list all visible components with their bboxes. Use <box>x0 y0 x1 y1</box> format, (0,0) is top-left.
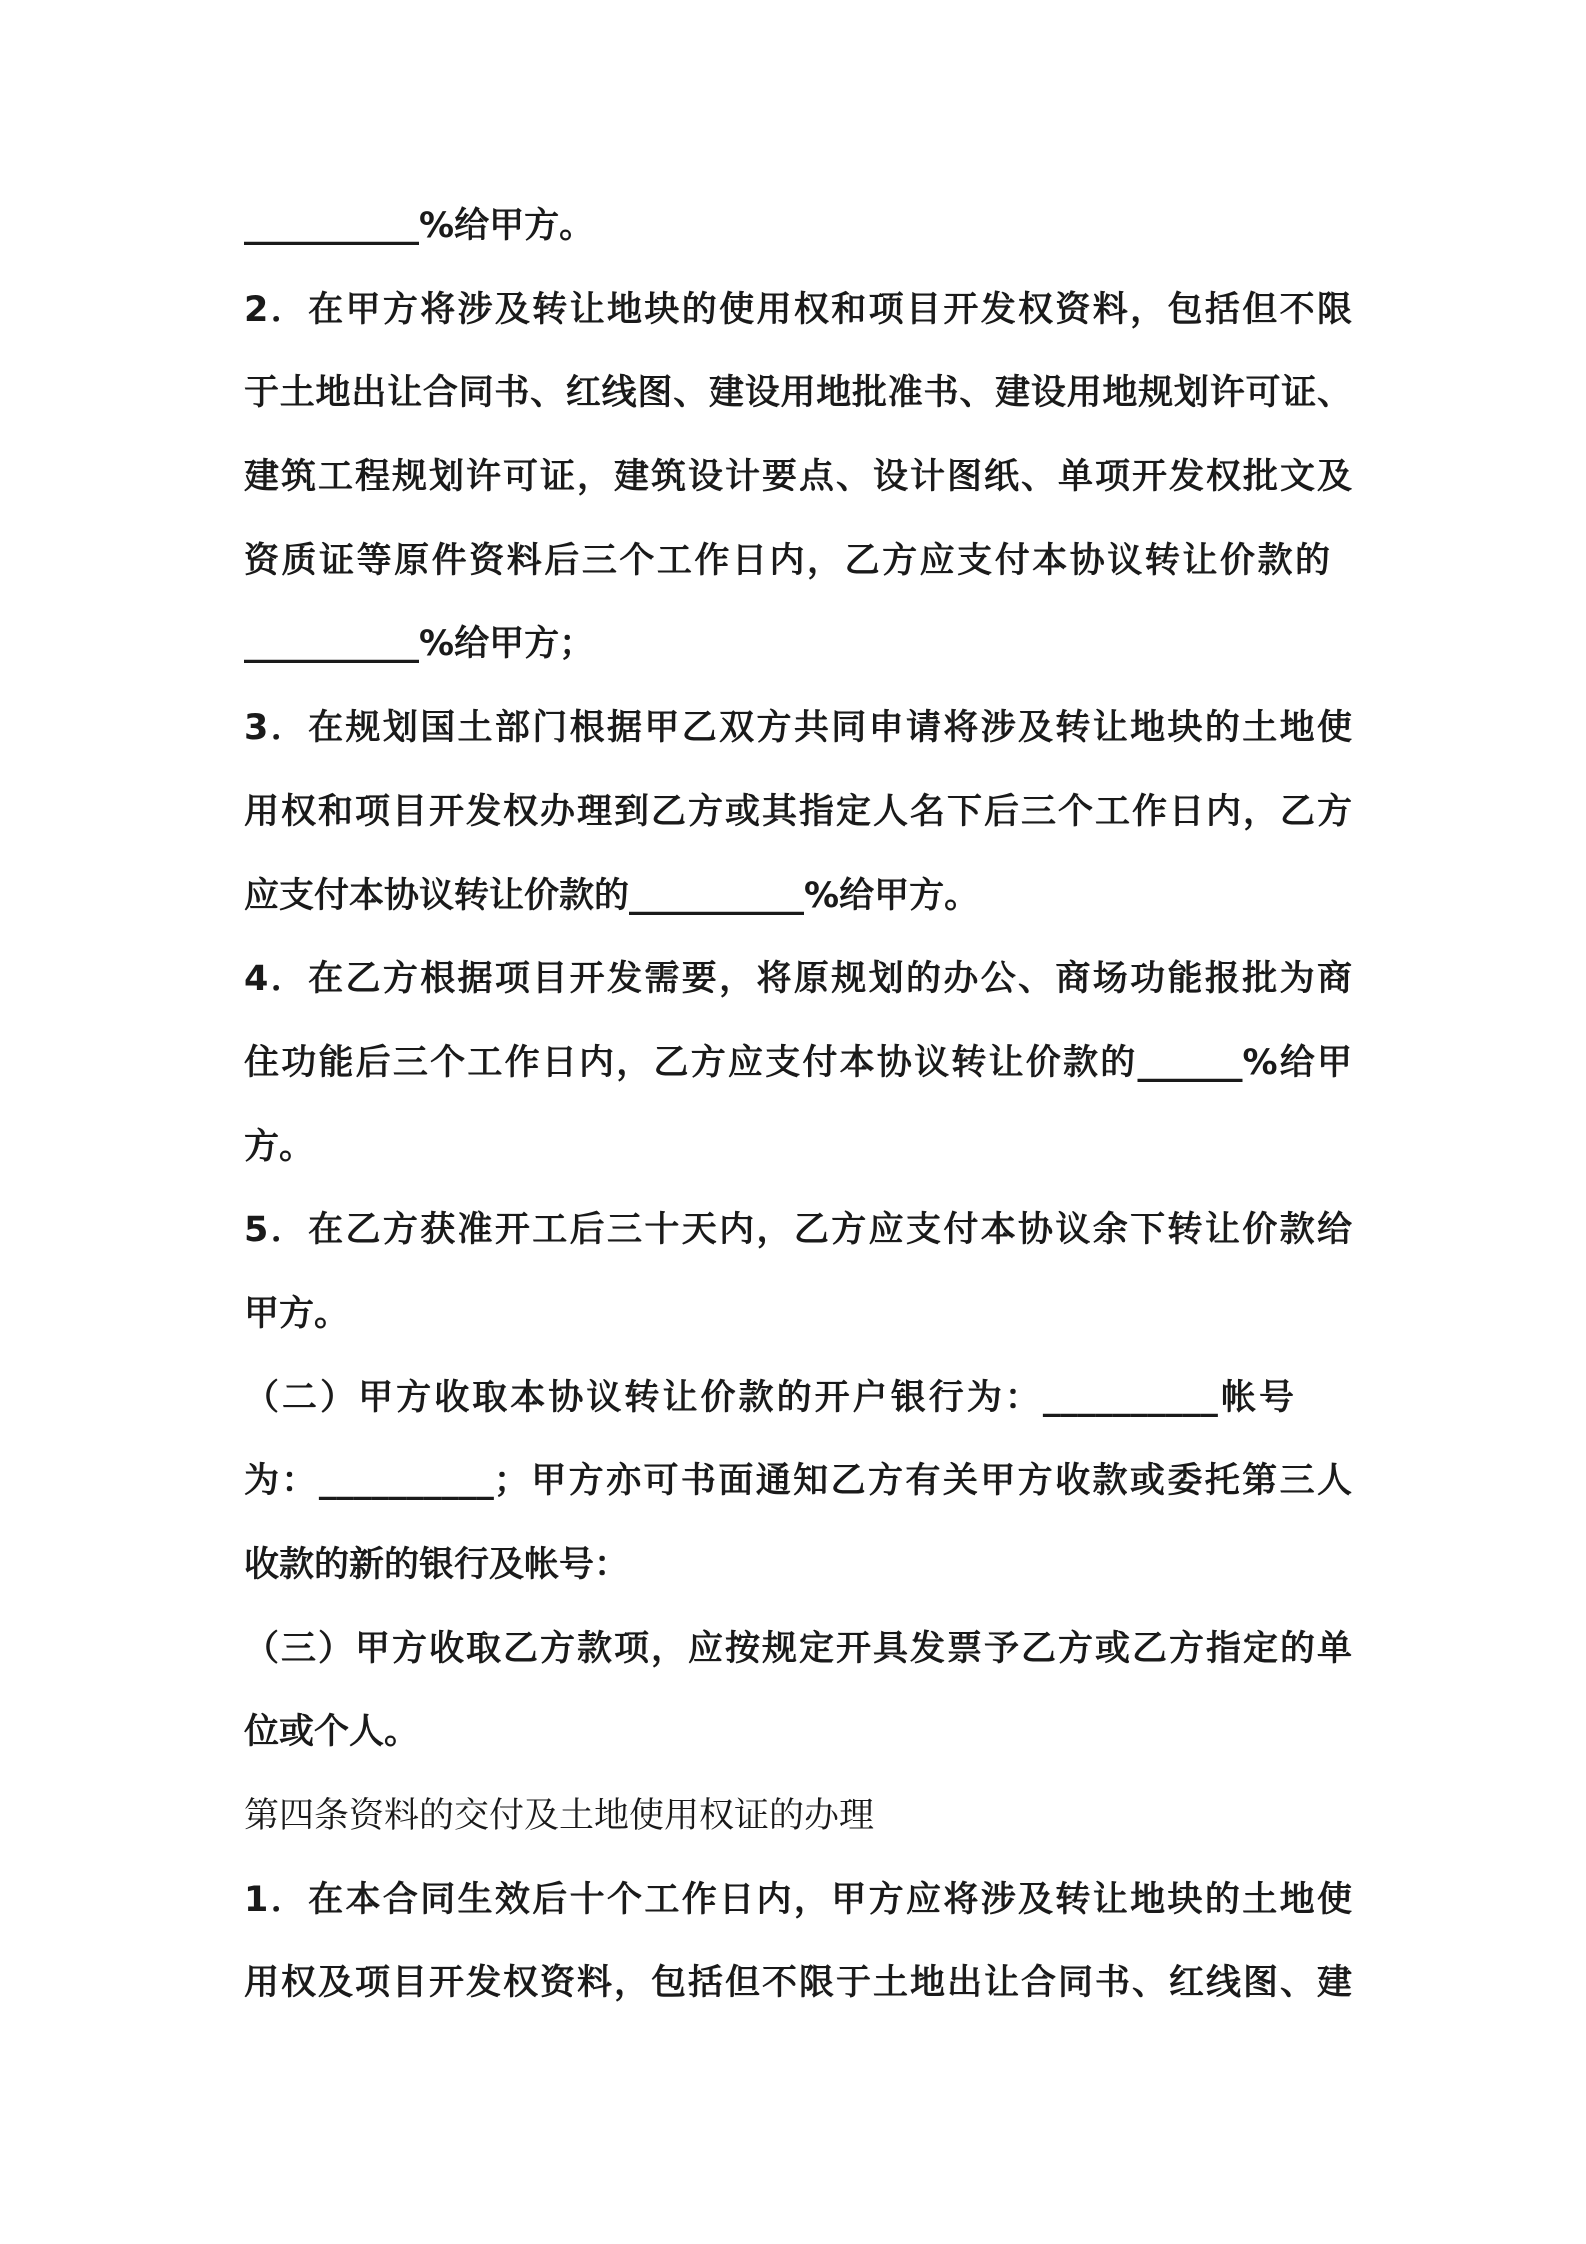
text-line: 用权和项目开发权办理到乙方或其指定人名下后三个工作日内，乙方 <box>244 791 1352 832</box>
text-line: 收款的新的银行及帐号： <box>244 1545 630 1585</box>
section-heading: 第四条资料的交付及土地使用权证的办理 <box>244 1796 875 1837</box>
text-line: 3．在规划国土部门根据甲乙双方共同申请将涉及转让地块的土地使 <box>244 708 1352 749</box>
text-line: 住功能后三个工作日内，乙方应支付本协议转让价款的______%给甲 <box>244 1042 1352 1083</box>
text-line: 应支付本协议转让价款的__________%给甲方。 <box>244 875 980 916</box>
text-line: （二）甲方收取本协议转让价款的开户银行为：__________帐号 <box>244 1377 1294 1418</box>
text-line: 5．在乙方获准开工后三十天内，乙方应支付本协议余下转让价款给 <box>244 1210 1352 1251</box>
text-line: 4．在乙方根据项目开发需要，将原规划的办公、商场功能报批为商 <box>244 959 1352 1000</box>
text-line: __________%给甲方； <box>244 624 595 665</box>
text-line: （三）甲方收取乙方款项，应按规定开具发票予乙方或乙方指定的单 <box>244 1628 1352 1669</box>
text-line: 为：__________；甲方亦可书面通知乙方有关甲方收款或委托第三人 <box>244 1461 1352 1502</box>
text-line: 资质证等原件资料后三个工作日内，乙方应支付本协议转让价款的 <box>244 540 1330 581</box>
text-line: __________%给甲方。 <box>244 206 595 246</box>
text-line: 于土地出让合同书、红线图、建设用地批准书、建设用地规划许可证、 <box>244 373 1352 414</box>
text-line: 方。 <box>244 1126 315 1167</box>
text-line: 1．在本合同生效后十个工作日内，甲方应将涉及转让地块的土地使 <box>244 1879 1352 1920</box>
contract-text <box>244 185 1352 2026</box>
text-line: 用权及项目开发权资料，包括但不限于土地出让合同书、红线图、建 <box>244 1963 1352 2004</box>
text-line: 2．在甲方将涉及转让地块的使用权和项目开发权资料，包括但不限 <box>244 289 1352 330</box>
text-line: 甲方。 <box>244 1293 350 1334</box>
text-line: 建筑工程规划许可证，建筑设计要点、设计图纸、单项开发权批文及 <box>244 457 1352 498</box>
text-line: 位或个人。 <box>244 1712 420 1753</box>
